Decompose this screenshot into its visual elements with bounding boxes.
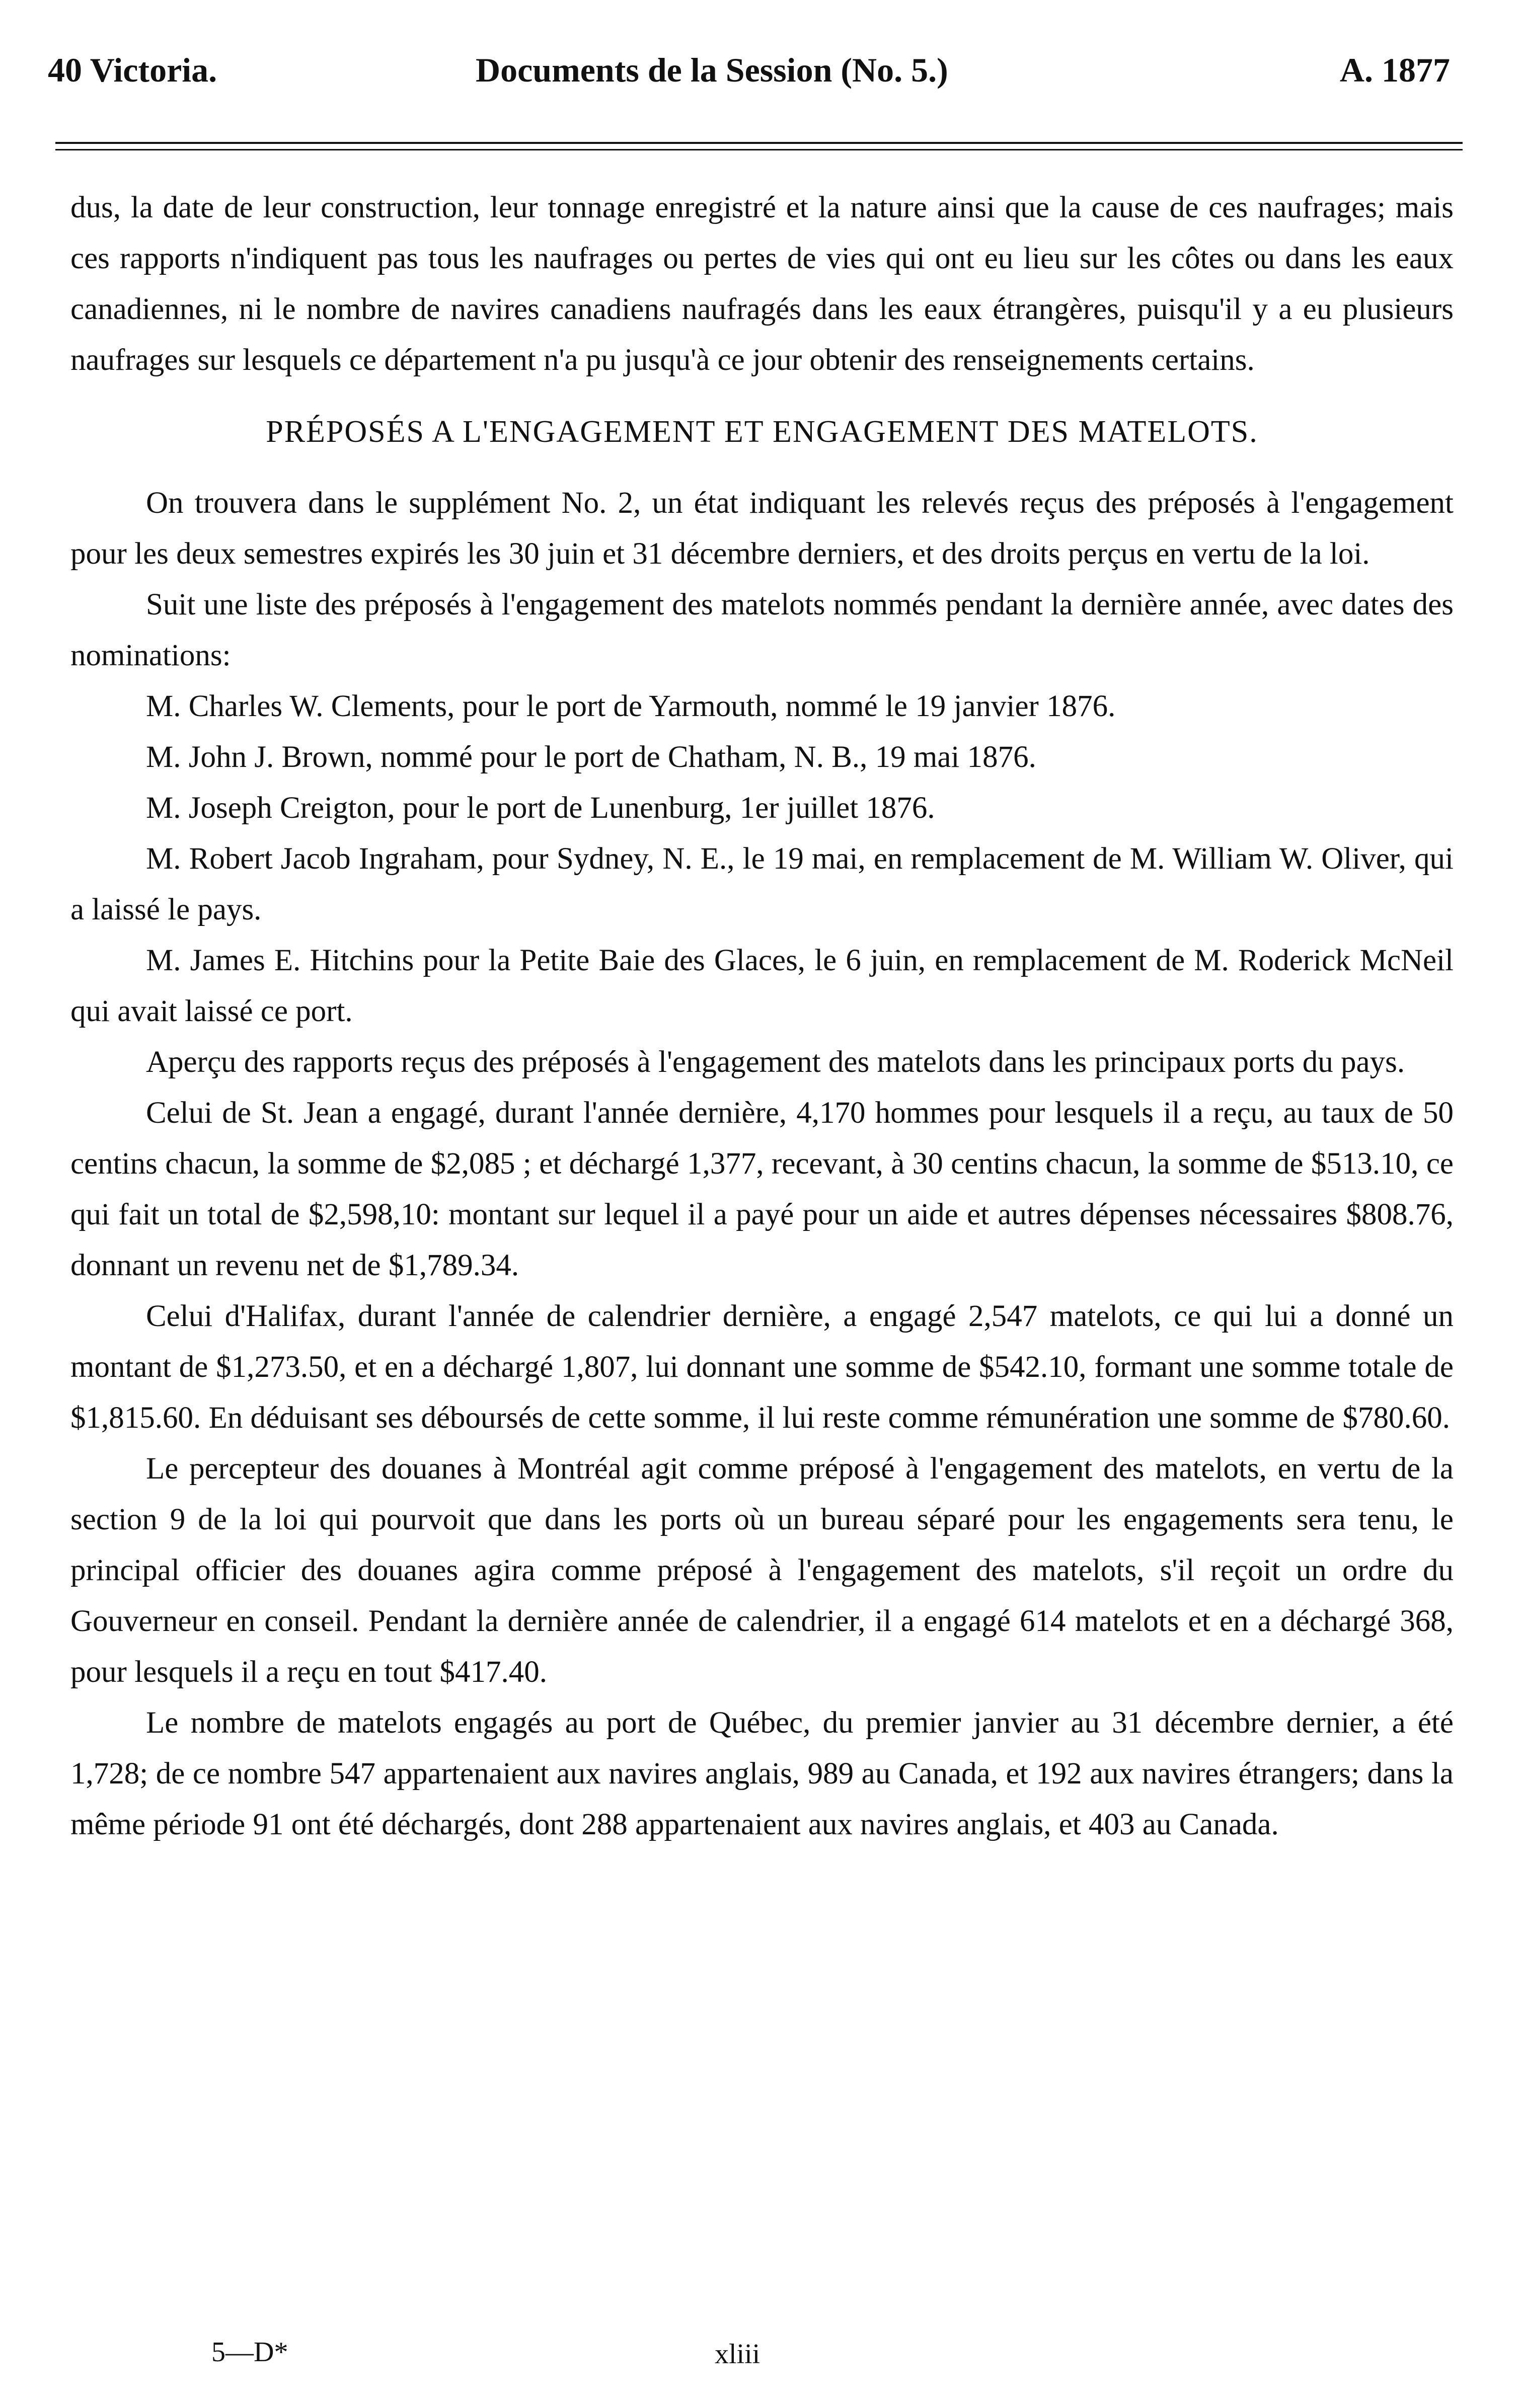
list-item-appointment-hitchins: M. James E. Hitchins pour la Petite Baie des Glaces, le 6 juin, en remplacement de M. Roderick McNeil qui avait laissé ce port. [70,944,1454,1028]
paragraph-supplement: On trouvera dans le supplément No. 2, un état indiquant les relevés reçus des préposés à l'engagement pour les deux semestres expirés les 30 juin et 31 décembre derniers, et des droits perçus en vertu de la loi. [70,486,1454,571]
header-title: Documents de la Session (No. 5.) [476,51,948,89]
paragraph-montreal: Le percepteur des douanes à Montréal agit comme préposé à l'engagement des matelots, en vertu de la section 9 de la loi qui pourvoit que dans les ports où un bureau séparé pour les engagements sera tenu, le principal officier des douanes agira comme préposé à l'engagement des matelots, s'il reçoit un ordre du Gouverneur en conseil. Pendant la dernière année de calendrier, il a engagé 614 matelots et en a déchargé 368, pour lesquels il a reçu en tout $417.40. [70,1452,1454,1689]
signature-mark: 5—D* [211,2337,288,2368]
header-rule-bottom [55,149,1463,150]
paragraph-halifax: Celui d'Halifax, durant l'année de calendrier dernière, a engagé 2,547 matelots, ce qui lui a donné un montant de $1,273.50, et en a déchargé 1,807, lui donnant une somme de $542.10, formant une somme totale de $1,815.60. En déduisant ses déboursés de cette somme, il lui reste comme rémunération une somme de $780.60. [70,1299,1454,1435]
body-text [70,182,1454,1850]
list-item-appointment-ingraham: M. Robert Jacob Ingraham, pour Sydney, N. E., le 19 mai, en remplacement de M. William W. Oliver, qui a laissé le pays. [70,842,1454,926]
paragraph-quebec: Le nombre de matelots engagés au port de Québec, du premier janvier au 31 décembre dernier, a été 1,728; de ce nombre 547 appartenaient aux navires anglais, 989 au Canada, et 192 aux navires étrangers; dans la même période 91 ont été déchargés, dont 288 appartenaient aux navires anglais, et 403 au Canada. [70,1706,1454,1841]
paragraph-appointments-intro: Suit une liste des préposés à l'engagement des matelots nommés pendant la dernière année, avec dates des nominations: [70,588,1454,672]
header-year: A. 1877 [1339,51,1450,89]
list-item-appointment-clements: M. Charles W. Clements, pour le port de Yarmouth, nommé le 19 janvier 1876. [146,689,1116,723]
paragraph-reports-overview: Aperçu des rapports reçus des préposés à l'engagement des matelots dans les principaux ports du pays. [146,1045,1405,1079]
section-heading: PRÉPOSÉS A L'ENGAGEMENT ET ENGAGEMENT DES MATELOTS. [266,415,1258,449]
running-header [48,50,1450,106]
paragraph-shipwrecks-continued: dus, la date de leur construction, leur tonnage enregistré et la nature ainsi que la cause de ces naufrages; mais ces rapports n'indiquent pas tous les naufrages ou pertes de vies qui ont eu lieu sur les côtes ou dans les eaux canadiennes, ni le nombre de navires canadiens naufragés dans les eaux étrangères, puisqu'il y a eu plusieurs naufrages sur lesquels ce département n'a pu jusqu'à ce jour obtenir des renseignements certains. [70,191,1454,377]
page-number: xliii [715,2339,760,2370]
paragraph-st-jean: Celui de St. Jean a engagé, durant l'année dernière, 4,170 hommes pour lesquels il a reçu, au taux de 50 centins chacun, la somme de $2,085 ; et déchargé 1,377, recevant, à 30 centins chacun, la somme de $513.10, ce qui fait un total de $2,598,10: montant sur lequel il a payé pour un aide et autres dépenses nécessaires $808.76, donnant un revenu net de $1,789.34. [70,1096,1454,1282]
page-footer [0,2336,1523,2391]
header-rule-top [55,142,1463,144]
list-item-appointment-brown: M. John J. Brown, nommé pour le port de Chatham, N. B., 19 mai 1876. [146,740,1036,774]
list-item-appointment-creigton: M. Joseph Creigton, pour le port de Lunenburg, 1er juillet 1876. [146,791,935,825]
header-volume: 40 Victoria. [48,51,217,89]
